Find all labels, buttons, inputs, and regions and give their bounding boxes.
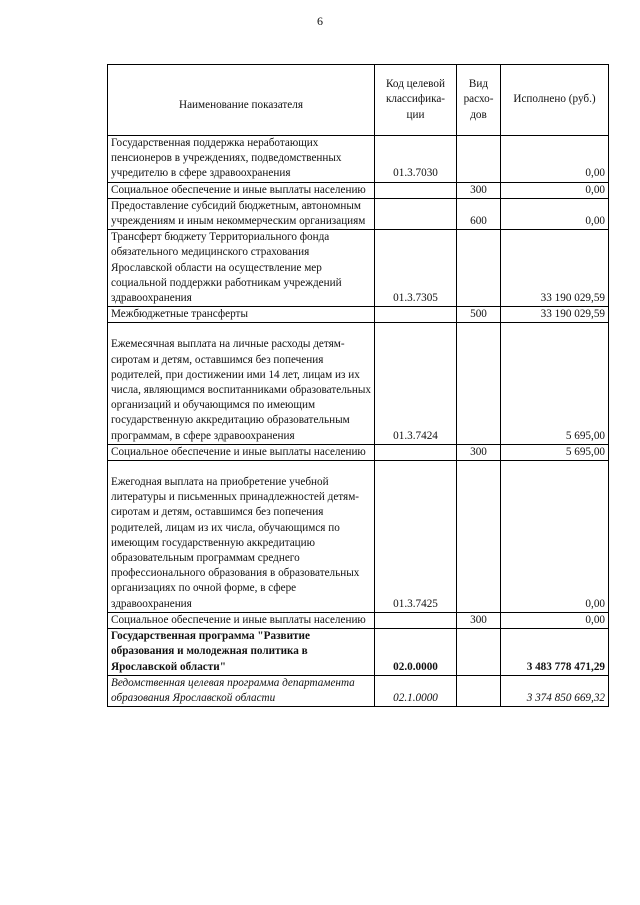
row-amount: 0,00 — [501, 198, 609, 229]
row-type: 500 — [457, 307, 501, 323]
table-row-subprogram — [108, 675, 609, 706]
row-name: Государственная программа "Развитие образования и молодежная политика в Ярославской области" — [108, 629, 375, 676]
row-code — [375, 198, 457, 229]
row-amount: 5 695,00 — [501, 444, 609, 460]
row-type: 300 — [457, 444, 501, 460]
row-code — [375, 444, 457, 460]
row-type — [457, 461, 501, 613]
page-number: 6 — [317, 14, 323, 28]
row-type: 300 — [457, 612, 501, 628]
table-row-program — [108, 629, 609, 676]
row-type — [457, 230, 501, 307]
row-code: 01.3.7424 — [375, 323, 457, 444]
row-code: 01.3.7305 — [375, 230, 457, 307]
table-header-row — [108, 65, 609, 136]
row-type — [457, 675, 501, 706]
row-amount: 0,00 — [501, 182, 609, 198]
header-amount: Исполнено (руб.) — [501, 65, 609, 136]
row-code: 01.3.7030 — [375, 136, 457, 183]
table-row — [108, 230, 609, 307]
row-name: Социальное обеспечение и иные выплаты населению — [108, 612, 375, 628]
row-type — [457, 136, 501, 183]
row-name: Межбюджетные трансферты — [108, 307, 375, 323]
row-amount: 3 374 850 669,32 — [501, 675, 609, 706]
row-name: Ежегодная выплата на приобретение учебной литературы и письменных принадлежностей детям-сиротам и детям, оставшимся без попечения родителей, лицам из их числа, обучающимся по имеющим государственную аккредитацию образовательным программам среднего профессионального образования в образовательных организациях по очной форме, в сфере здравоохранения — [108, 461, 375, 613]
row-name: Трансферт бюджету Территориального фонда обязательного медицинского страхования Ярославской области на осуществление мер социальной поддержки работникам учреждений здравоохранения — [108, 230, 375, 307]
row-name: Государственная поддержка неработающих пенсионеров в учреждениях, подведомственных учредителю в сфере здравоохранения — [108, 136, 375, 183]
header-type: Вид расхо-дов — [457, 65, 501, 136]
header-code: Код целевой классифика-ции — [375, 65, 457, 136]
table-row — [108, 307, 609, 323]
table-row — [108, 323, 609, 444]
table-row — [108, 136, 609, 183]
budget-execution-table — [107, 64, 609, 707]
row-name: Социальное обеспечение и иные выплаты населению — [108, 182, 375, 198]
table-row — [108, 612, 609, 628]
header-name: Наименование показателя — [108, 65, 375, 136]
row-code: 02.0.0000 — [375, 629, 457, 676]
row-name: Ведомственная целевая программа департамента образования Ярославской области — [108, 675, 375, 706]
row-amount: 33 190 029,59 — [501, 230, 609, 307]
row-amount: 0,00 — [501, 612, 609, 628]
row-type — [457, 629, 501, 676]
table-row — [108, 461, 609, 613]
row-name: Социальное обеспечение и иные выплаты населению — [108, 444, 375, 460]
row-code — [375, 307, 457, 323]
row-code — [375, 182, 457, 198]
row-amount: 0,00 — [501, 461, 609, 613]
table-row — [108, 182, 609, 198]
row-type — [457, 323, 501, 444]
table-row — [108, 444, 609, 460]
row-amount: 33 190 029,59 — [501, 307, 609, 323]
table-row — [108, 198, 609, 229]
row-name: Предоставление субсидий бюджетным, автономным учреждениям и иным некоммерческим организациям — [108, 198, 375, 229]
row-type: 300 — [457, 182, 501, 198]
row-name: Ежемесячная выплата на личные расходы детям-сиротам и детям, оставшимся без попечения родителей, при достижении ими 14 лет, лицам из их числа, являющимся воспитанниками образовательных организаций и обучающимся по имеющим государственную аккредитацию образовательным программам, в сфере здравоохранения — [108, 323, 375, 444]
row-code: 01.3.7425 — [375, 461, 457, 613]
row-amount: 5 695,00 — [501, 323, 609, 444]
row-code — [375, 612, 457, 628]
row-code: 02.1.0000 — [375, 675, 457, 706]
row-type: 600 — [457, 198, 501, 229]
row-amount: 0,00 — [501, 136, 609, 183]
row-amount: 3 483 778 471,29 — [501, 629, 609, 676]
